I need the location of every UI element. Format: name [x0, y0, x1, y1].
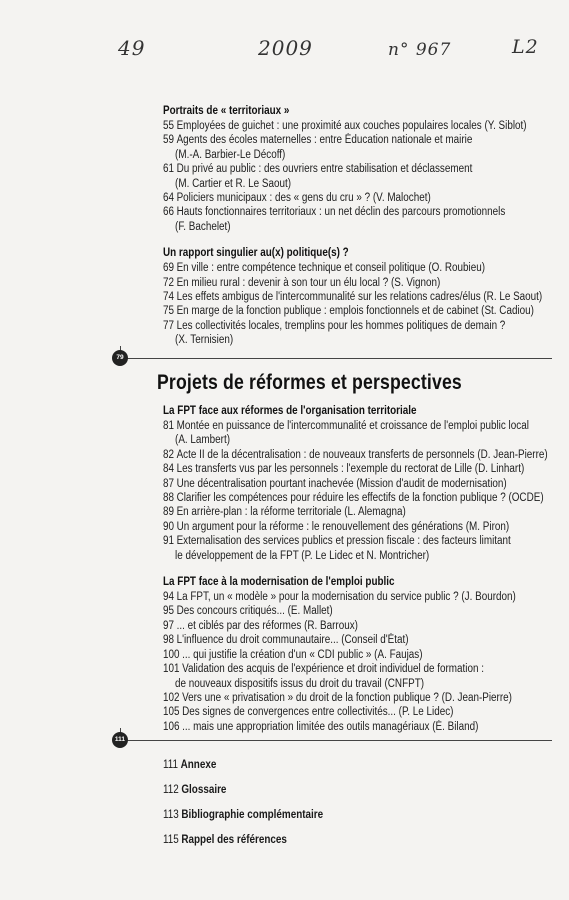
entry-title: Des concours critiqués... (E. Mallet)	[176, 605, 333, 618]
page-number: 95	[163, 605, 175, 618]
entry-title: Vers une « privatisation » du droit de la fonction publique ? (D. Jean-Pierre)	[182, 691, 512, 704]
toc-entry	[163, 491, 544, 505]
toc-entry	[163, 604, 498, 618]
page-number: 90	[163, 520, 175, 533]
page-number: 105	[163, 706, 180, 719]
section-heading: Un rapport singulier au(x) politique(s) ?	[163, 247, 349, 260]
page-number: 55	[163, 120, 175, 132]
toc-entry	[163, 691, 512, 705]
entry-title: Un argument pour la réforme : le renouvellement des générations (M. Piron)	[176, 520, 510, 533]
toc-entry	[163, 534, 511, 548]
toc-entry	[163, 261, 498, 275]
entry-title: ... et ciblés par des réformes (R. Barroux)	[176, 619, 358, 632]
page-number: 101	[163, 663, 180, 676]
page-number: 113	[163, 809, 179, 821]
toc-entry	[163, 477, 507, 491]
section-heading: Portraits de « territoriaux »	[163, 105, 290, 117]
toc-entry	[163, 205, 506, 219]
toc-entry-continuation	[163, 220, 498, 234]
toc-entry	[163, 319, 506, 333]
toc-entry	[163, 419, 529, 433]
entry-title: ... qui justifie la création d'un « CDI public » (A. Faujas)	[182, 648, 423, 661]
toc-entry	[163, 619, 498, 633]
annex-entry	[163, 809, 323, 821]
page-number: 64	[163, 192, 175, 205]
page-number: 100	[163, 648, 180, 661]
toc-entry	[163, 276, 498, 290]
page-number: 84	[163, 463, 175, 476]
entry-title: Policiers municipaux : des « gens du cru » ? (V. Malochet)	[176, 192, 431, 205]
entry-title: Validation des acquis de l'expérience et droit individuel de formation :	[182, 663, 484, 676]
entry-title: Les effets ambigus de l'intercommunalité sur les relations cadres/élus (R. Le Saout)	[176, 291, 543, 304]
toc-entry	[163, 119, 527, 133]
page-number: 72	[163, 276, 175, 289]
page-number: 77	[163, 319, 175, 332]
toc-entry-continuation	[163, 333, 498, 347]
entry-title: Agents des écoles maternelles : entre Éducation nationale et mairie	[176, 134, 473, 147]
toc-entry	[163, 290, 543, 304]
toc-entry	[163, 304, 534, 318]
page-number: 74	[163, 291, 175, 304]
page-number: 66	[163, 206, 175, 219]
entry-author: de nouveaux dispositifs issus du droit du travail (CNFPT)	[175, 677, 425, 690]
entry-title: En ville : entre compétence technique et conseil politique (O. Roubieu)	[176, 262, 486, 275]
page-number: 97	[163, 619, 175, 632]
annex-entry	[163, 784, 226, 796]
toc-section	[163, 404, 553, 563]
annex-label: Glossaire	[181, 784, 227, 796]
page-number: 111	[163, 759, 179, 771]
annex-entry	[163, 759, 216, 771]
entry-title: Des signes de convergences entre collectivités... (P. Le Lidec)	[182, 706, 454, 719]
entry-title: L'influence du droit communautaire... (Conseil d'État)	[176, 634, 409, 647]
page-number: 98	[163, 634, 175, 647]
entry-title: En arrière-plan : la réforme territoriale (L. Alemagna)	[176, 506, 406, 519]
toc-entry-continuation	[163, 177, 498, 191]
toc-part2	[163, 404, 553, 734]
entry-author: le développement de la FPT (P. Le Lidec et N. Montricher)	[175, 549, 430, 562]
toc-entry	[163, 662, 498, 676]
part-divider	[122, 358, 552, 359]
annex-label: Bibliographie complémentaire	[181, 809, 324, 821]
page-badge: 79	[112, 350, 128, 366]
part-divider	[122, 740, 552, 741]
toc-entry	[163, 520, 510, 534]
page-number: 59	[163, 134, 175, 147]
toc-entry-continuation	[163, 677, 498, 691]
entry-title: Acte II de la décentralisation : de nouveaux transferts de personnels (D. Jean-Pierre)	[176, 448, 548, 461]
entry-title: En marge de la fonction publique : emplois fonctionnels et de cabinet (St. Cadiou)	[176, 305, 534, 318]
annex-entry	[163, 834, 287, 846]
handwritten-year: 2009	[258, 36, 313, 60]
entry-author: (X. Ternisien)	[175, 334, 234, 347]
page-number: 81	[163, 420, 175, 432]
page-number: 88	[163, 492, 175, 505]
entry-title: Hauts fonctionnaires territoriaux : un net déclin des parcours promotionnels	[176, 206, 506, 219]
page-number: 106	[163, 720, 180, 733]
section-heading: La FPT face à la modernisation de l'emploi public	[163, 576, 395, 589]
toc-section	[163, 246, 553, 347]
page-number: 91	[163, 535, 175, 548]
toc-entry-continuation	[163, 148, 498, 162]
annex-label: Rappel des références	[181, 834, 287, 846]
page-number: 102	[163, 691, 180, 704]
page-number: 112	[163, 784, 179, 796]
entry-title: Externalisation des services publics et pression fiscale : des facteurs limitant	[176, 535, 511, 548]
page-badge: 111	[112, 732, 128, 748]
handwritten-issue-number: n° 967	[388, 40, 452, 60]
page-number: 69	[163, 262, 175, 275]
toc-entry	[163, 590, 516, 604]
entry-title: Clarifier les compétences pour réduire les effectifs de la fonction publique ? (OCDE)	[176, 492, 544, 505]
toc-section	[163, 575, 553, 734]
toc-entry	[163, 448, 548, 462]
toc-section	[163, 104, 553, 234]
entry-title: ... mais une appropriation limitée des outils managériaux (É. Biland)	[182, 720, 479, 733]
entry-title: Employées de guichet : une proximité aux couches populaires locales (Y. Siblot)	[176, 120, 527, 132]
toc-entry	[163, 162, 498, 176]
entry-author: (A. Lambert)	[175, 434, 231, 447]
entry-title: Du privé au public : des ouvriers entre stabilisation et déclassement	[176, 163, 473, 176]
toc-entry	[163, 648, 498, 662]
toc-entry	[163, 462, 525, 476]
toc-entry	[163, 720, 498, 734]
entry-title: Les transferts vus par les personnels : l'exemple du rectorat de Lille (D. Linhart)	[176, 463, 525, 476]
entry-title: Les collectivités locales, tremplins pour les hommes politiques de demain ?	[176, 319, 506, 332]
section-heading: La FPT face aux réformes de l'organisation territoriale	[163, 405, 417, 417]
toc-entry	[163, 505, 498, 519]
handwritten-code: L2	[512, 36, 539, 58]
entry-author: (F. Bachelet)	[175, 220, 231, 233]
page-number: 61	[163, 163, 175, 176]
entry-title: La FPT, un « modèle » pour la modernisation du service public ? (J. Bourdon)	[176, 591, 516, 604]
toc-entry	[163, 633, 498, 647]
page-number: 89	[163, 506, 175, 519]
entry-title: Une décentralisation pourtant inachevée (Mission d'audit de modernisation)	[176, 477, 507, 490]
toc-entry-continuation	[163, 433, 498, 447]
entry-author: (M. Cartier et R. Le Saout)	[175, 177, 292, 190]
toc-entry-continuation	[163, 549, 498, 563]
entry-title: Montée en puissance de l'intercommunalité et croissance de l'emploi public local	[176, 420, 529, 432]
part-title: Projets de réformes et perspectives	[157, 371, 462, 394]
page-number: 87	[163, 477, 175, 490]
page-number: 75	[163, 305, 175, 318]
page-number: 94	[163, 591, 175, 604]
entry-author: (M.-A. Barbier-Le Décoff)	[175, 148, 286, 161]
annex-label: Annexe	[180, 759, 217, 771]
entry-title: En milieu rural : devenir à son tour un élu local ? (S. Vignon)	[176, 276, 441, 289]
handwritten-note: 49	[118, 36, 146, 60]
page-number: 115	[163, 834, 179, 846]
toc-entry	[163, 705, 498, 719]
page-number: 82	[163, 448, 175, 461]
toc-part1	[163, 104, 553, 348]
toc-entry	[163, 191, 498, 205]
toc-entry	[163, 133, 498, 147]
